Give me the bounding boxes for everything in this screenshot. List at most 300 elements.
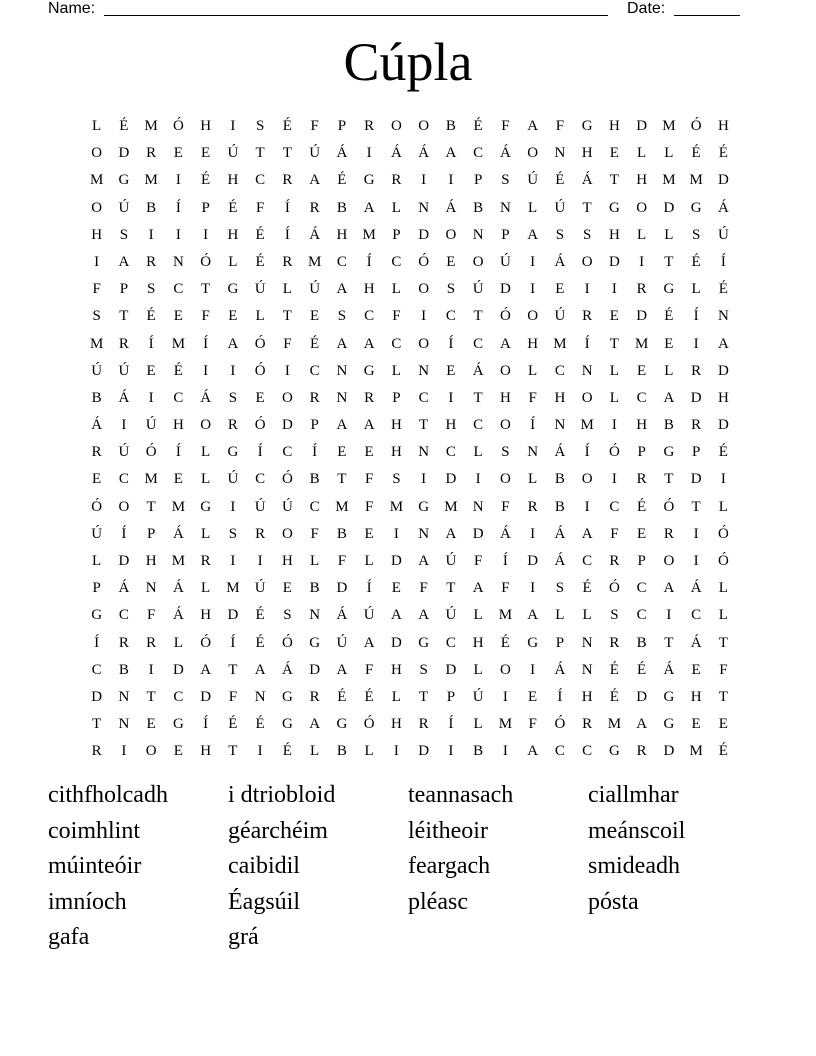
grid-letter: L — [473, 444, 483, 461]
grid-letter: É — [255, 607, 265, 624]
grid-letter: Ú — [254, 580, 266, 597]
grid-row — [83, 630, 737, 657]
grid-letter: Ú — [227, 471, 239, 488]
grid-letter: L — [582, 607, 592, 624]
grid-letter: D — [390, 553, 402, 569]
grid-letter: Á — [690, 634, 702, 651]
grid-letter: Á — [390, 145, 402, 162]
grid-letter: H — [390, 661, 402, 678]
grid-letter: P — [146, 525, 156, 542]
grid-letter: A — [118, 253, 130, 270]
grid-letter: T — [691, 498, 701, 515]
grid-letter: L — [609, 362, 619, 379]
grid-letter: H — [527, 335, 539, 352]
grid-letter: Á — [554, 661, 566, 678]
grid-letter: R — [691, 362, 702, 379]
grid-letter: P — [310, 417, 319, 434]
grid-letter: I — [94, 253, 100, 270]
grid-letter: P — [501, 226, 510, 243]
grid-letter: T — [419, 417, 429, 434]
grid-letter: R — [309, 688, 320, 705]
grid-letter: É — [337, 688, 347, 705]
grid-letter: N — [418, 362, 430, 379]
grid-letter: C — [282, 444, 293, 461]
grid-letter: I — [502, 743, 508, 760]
grid-letter: L — [473, 661, 483, 678]
grid-letter: N — [118, 716, 130, 733]
grid-letter: Á — [499, 525, 511, 542]
grid-row — [83, 738, 737, 765]
grid-letter: G — [418, 498, 430, 515]
grid-letter: E — [282, 580, 292, 597]
grid-letter: Ó — [281, 471, 293, 488]
grid-letter: T — [718, 688, 728, 705]
grid-letter: É — [255, 226, 265, 243]
grid-letter: F — [501, 580, 510, 597]
grid-letter: L — [173, 634, 183, 651]
grid-letter: T — [718, 634, 728, 651]
grid-letter: D — [636, 118, 648, 134]
grid-letter: M — [498, 607, 513, 624]
name-blank-line[interactable] — [104, 15, 608, 16]
grid-letter: H — [554, 389, 566, 406]
grid-letter: R — [609, 553, 620, 569]
grid-letter: M — [171, 498, 186, 515]
grid-letter: A — [254, 661, 266, 678]
grid-letter: T — [473, 308, 483, 325]
grid-letter: G — [118, 172, 130, 189]
grid-letter: H — [227, 172, 239, 189]
grid-letter: G — [608, 199, 620, 216]
grid-letter: A — [499, 335, 511, 352]
grid-row — [83, 222, 737, 249]
grid-letter: A — [336, 335, 348, 352]
grid-letter: É — [555, 172, 565, 189]
grid-letter: T — [146, 498, 156, 515]
grid-letter: H — [499, 389, 511, 406]
grid-letter: O — [145, 743, 157, 760]
grid-letter: E — [146, 716, 156, 733]
grid-letter: B — [663, 417, 674, 434]
grid-row — [83, 113, 737, 140]
grid-letter: R — [418, 716, 429, 733]
grid-letter: T — [228, 661, 238, 678]
grid-row — [83, 303, 737, 330]
grid-letter: B — [118, 661, 129, 678]
grid-letter: Ú — [554, 199, 566, 216]
grid-letter: N — [472, 226, 484, 243]
grid-letter: H — [91, 226, 103, 243]
grid-letter: B — [336, 199, 347, 216]
grid-letter: M — [444, 498, 458, 515]
grid-letter: I — [530, 281, 536, 298]
grid-letter: Í — [148, 335, 154, 352]
grid-letter: Ú — [499, 253, 511, 270]
grid-letter: L — [691, 281, 701, 298]
page-title: Cúpla — [343, 32, 473, 92]
grid-letter: R — [309, 199, 320, 216]
grid-letter: L — [255, 308, 265, 325]
grid-letter: H — [581, 145, 593, 162]
word-list-item: pósta — [588, 888, 639, 915]
grid-letter: R — [364, 389, 375, 406]
grid-letter: L — [364, 743, 374, 760]
grid-letter: C — [118, 471, 129, 488]
grid-letter: I — [693, 335, 699, 352]
grid-letter: N — [554, 417, 566, 434]
date-label: Date: — [627, 0, 666, 17]
grid-letter: Ú — [717, 226, 729, 243]
grid-letter: É — [691, 253, 701, 270]
grid-letter: I — [175, 226, 181, 243]
grid-letter: I — [203, 362, 209, 379]
grid-letter: O — [390, 118, 402, 134]
grid-letter: I — [530, 661, 536, 678]
grid-letter: M — [662, 118, 676, 134]
word-list-item: i dtriobloid — [228, 782, 336, 808]
grid-letter: B — [554, 471, 565, 488]
grid-letter: Á — [172, 607, 184, 624]
grid-letter: G — [581, 118, 593, 134]
grid-letter: A — [363, 335, 375, 352]
grid-letter: L — [528, 362, 538, 379]
grid-letter: I — [502, 688, 508, 705]
grid-letter: M — [607, 716, 622, 733]
grid-letter: S — [337, 308, 347, 325]
grid-row — [83, 385, 737, 412]
grid-letter: A — [527, 607, 539, 624]
grid-letter: T — [255, 145, 265, 162]
grid-letter: Ú — [445, 607, 457, 624]
grid-letter: Ú — [281, 498, 293, 515]
grid-letter: E — [691, 661, 701, 678]
grid-letter: M — [498, 716, 513, 733]
grid-letter: D — [499, 281, 511, 298]
grid-letter: S — [555, 580, 565, 597]
grid-letter: Ó — [91, 498, 103, 515]
grid-letter: I — [230, 362, 236, 379]
grid-letter: R — [91, 743, 102, 760]
word-list-item: meánscoil — [588, 817, 686, 844]
grid-row — [83, 575, 737, 602]
grid-letter: L — [664, 362, 674, 379]
grid-letter: O — [200, 417, 212, 434]
grid-letter: R — [255, 525, 266, 542]
grid-letter: É — [364, 688, 374, 705]
word-list-item: imníoch — [48, 888, 127, 915]
grid-letter: S — [691, 226, 701, 243]
grid-letter: H — [636, 417, 648, 434]
grid-letter: Í — [94, 634, 100, 651]
grid-letter: C — [418, 389, 429, 406]
grid-letter: H — [581, 688, 593, 705]
grid-letter: Ó — [254, 362, 266, 379]
grid-letter: G — [527, 634, 539, 651]
grid-letter: S — [228, 389, 238, 406]
grid-letter: O — [418, 335, 430, 352]
grid-letter: C — [445, 308, 456, 325]
grid-letter: C — [445, 634, 456, 651]
grid-letter: Á — [472, 362, 484, 379]
grid-letter: P — [637, 553, 646, 569]
grid-letter: Ó — [200, 634, 212, 651]
grid-letter: N — [581, 362, 593, 379]
grid-letter: G — [91, 607, 103, 624]
grid-letter: H — [608, 226, 620, 243]
grid-letter: P — [201, 199, 210, 216]
grid-letter: P — [337, 118, 347, 134]
grid-letter: B — [473, 199, 484, 216]
grid-letter: S — [283, 607, 292, 624]
grid-row — [83, 439, 737, 466]
grid-letter: O — [581, 253, 593, 270]
grid-letter: Í — [366, 580, 372, 597]
grid-letter: B — [554, 498, 565, 515]
grid-letter: H — [390, 417, 402, 434]
grid-letter: Á — [690, 580, 702, 597]
grid-letter: O — [281, 389, 293, 406]
grid-letter: R — [146, 634, 157, 651]
grid-letter: S — [119, 226, 129, 243]
grid-letter: Ú — [309, 281, 321, 298]
grid-letter: Ó — [690, 118, 702, 134]
grid-letter: É — [500, 634, 510, 651]
grid-letter: L — [664, 226, 674, 243]
grid-letter: Ú — [91, 362, 103, 379]
grid-letter: B — [636, 634, 647, 651]
grid-letter: R — [146, 253, 157, 270]
grid-letter: É — [691, 145, 701, 162]
grid-letter: I — [611, 417, 617, 434]
word-list-item: cithfholcadh — [48, 782, 168, 808]
grid-letter: Á — [281, 661, 293, 678]
grid-letter: D — [91, 688, 103, 705]
grid-letter: C — [391, 335, 402, 352]
grid-row — [83, 711, 737, 738]
grid-letter: H — [717, 118, 729, 134]
grid-letter: Í — [203, 335, 209, 352]
word-list-item: ciallmhar — [588, 782, 679, 808]
grid-letter: C — [364, 308, 375, 325]
grid-letter: A — [636, 716, 648, 733]
grid-letter: I — [230, 553, 236, 569]
grid-row — [83, 657, 737, 684]
grid-letter: F — [392, 308, 401, 325]
grid-letter: D — [663, 199, 675, 216]
grid-letter: D — [527, 553, 539, 569]
grid-letter: Í — [584, 335, 590, 352]
grid-letter: N — [472, 498, 484, 515]
grid-letter: Á — [717, 199, 729, 216]
grid-letter: É — [310, 335, 320, 352]
grid-letter: L — [718, 498, 728, 515]
grid-letter: M — [171, 553, 186, 569]
grid-letter: L — [282, 281, 292, 298]
grid-letter: É — [228, 716, 238, 733]
grid-letter: M — [144, 118, 158, 134]
grid-letter: S — [501, 444, 510, 461]
grid-letter: M — [389, 498, 404, 515]
grid-letter: R — [200, 553, 211, 569]
grid-letter: T — [92, 716, 102, 733]
grid-letter: I — [203, 226, 209, 243]
grid-letter: I — [720, 471, 726, 488]
grid-letter: L — [391, 362, 401, 379]
grid-letter: A — [717, 335, 729, 352]
grid-letter: T — [664, 253, 674, 270]
grid-letter: I — [421, 471, 427, 488]
grid-letter: E — [201, 145, 211, 162]
grid-letter: E — [637, 525, 647, 542]
grid-letter: M — [144, 172, 158, 189]
grid-letter: I — [393, 743, 399, 760]
grid-letter: T — [119, 308, 129, 325]
word-list-item: gafa — [48, 924, 90, 950]
grid-letter: I — [148, 226, 154, 243]
grid-letter: N — [254, 688, 266, 705]
grid-letter: B — [91, 389, 102, 406]
grid-letter: Ú — [527, 172, 539, 189]
grid-letter: I — [530, 580, 536, 597]
grid-letter: Á — [554, 553, 566, 569]
grid-letter: Á — [336, 145, 348, 162]
grid-letter: L — [664, 145, 674, 162]
grid-letter: A — [336, 281, 348, 298]
grid-letter: S — [446, 281, 456, 298]
grid-letter: T — [473, 389, 483, 406]
grid-letter: I — [475, 471, 481, 488]
grid-letter: R — [282, 172, 293, 189]
grid-letter: N — [336, 362, 348, 379]
grid-letter: A — [227, 335, 239, 352]
grid-letter: G — [418, 634, 430, 651]
grid-letter: O — [91, 145, 103, 162]
grid-letter: É — [718, 444, 728, 461]
grid-letter: R — [227, 417, 238, 434]
grid-letter: É — [173, 362, 183, 379]
header-row — [0, 0, 816, 20]
grid-letter: C — [255, 172, 266, 189]
grid-letter: A — [309, 716, 321, 733]
grid-letter: C — [391, 253, 402, 270]
grid-letter: F — [310, 118, 319, 134]
grid-letter: I — [584, 281, 590, 298]
grid-letter: H — [200, 118, 212, 134]
grid-letter: G — [227, 444, 239, 461]
word-list-item: Éagsúil — [228, 888, 300, 915]
grid-letter: G — [663, 716, 675, 733]
word-list-item: coimhlint — [48, 817, 140, 844]
grid-letter: F — [283, 335, 292, 352]
grid-letter: É — [119, 118, 129, 134]
grid-letter: Í — [257, 444, 263, 461]
grid-letter: A — [581, 525, 593, 542]
grid-letter: B — [309, 471, 320, 488]
grid-letter: T — [146, 688, 156, 705]
date-blank-line[interactable] — [674, 15, 740, 16]
grid-letter: I — [448, 743, 454, 760]
grid-letter: É — [637, 498, 647, 515]
word-list-item: léitheoir — [408, 817, 488, 844]
grid-letter: A — [445, 145, 457, 162]
grid-letter: Ú — [363, 607, 375, 624]
grid-letter: B — [146, 199, 157, 216]
grid-letter: I — [257, 743, 263, 760]
word-list-item: géarchéim — [228, 817, 328, 844]
grid-letter: N — [581, 661, 593, 678]
grid-letter: Í — [366, 253, 372, 270]
grid-letter: I — [148, 661, 154, 678]
grid-letter: L — [637, 226, 647, 243]
grid-letter: Ú — [227, 145, 239, 162]
grid-letter: S — [392, 471, 401, 488]
grid-letter: D — [281, 417, 293, 434]
grid-letter: N — [554, 145, 566, 162]
grid-letter: Á — [118, 580, 130, 597]
grid-letter: I — [393, 525, 399, 542]
grid-letter: Á — [554, 253, 566, 270]
grid-letter: F — [364, 498, 374, 515]
grid-letter: T — [446, 580, 456, 597]
grid-row — [83, 466, 737, 493]
grid-row — [83, 167, 737, 194]
grid-row — [83, 276, 737, 303]
grid-letter: C — [554, 362, 565, 379]
grid-letter: H — [390, 716, 402, 733]
grid-row — [83, 140, 737, 167]
grid-letter: I — [230, 498, 236, 515]
grid-letter: F — [310, 525, 319, 542]
grid-letter: Ú — [472, 688, 484, 705]
grid-letter: C — [636, 607, 647, 624]
grid-letter: O — [91, 199, 103, 216]
grid-letter: C — [309, 362, 320, 379]
grid-letter: O — [636, 199, 648, 216]
grid-letter: B — [445, 118, 456, 134]
grid-letter: Í — [121, 525, 127, 542]
grid-letter: Á — [91, 417, 103, 434]
grid-row — [83, 548, 737, 575]
grid-letter: O — [472, 253, 484, 270]
grid-letter: Ó — [145, 444, 157, 461]
grid-letter: F — [146, 607, 156, 624]
grid-letter: H — [690, 688, 702, 705]
grid-letter: E — [173, 145, 183, 162]
grid-letter: Ú — [554, 308, 566, 325]
grid-letter: C — [336, 253, 347, 270]
grid-letter: D — [118, 145, 130, 162]
grid-letter: G — [281, 688, 293, 705]
grid-letter: O — [418, 281, 430, 298]
grid-letter: E — [609, 145, 619, 162]
grid-letter: A — [363, 634, 375, 651]
grid-letter: E — [310, 308, 320, 325]
grid-letter: É — [718, 281, 728, 298]
grid-letter: G — [309, 634, 321, 651]
grid-letter: Ó — [200, 253, 212, 270]
grid-letter: H — [281, 553, 293, 569]
grid-letter: É — [337, 172, 347, 189]
grid-letter: C — [445, 444, 456, 461]
grid-letter: Ó — [172, 118, 184, 134]
grid-letter: C — [473, 145, 484, 162]
grid-letter: O — [499, 362, 511, 379]
grid-letter: C — [609, 498, 620, 515]
grid-letter: I — [284, 362, 290, 379]
grid-letter: A — [527, 743, 539, 760]
grid-letter: A — [663, 389, 675, 406]
grid-letter: E — [255, 389, 265, 406]
